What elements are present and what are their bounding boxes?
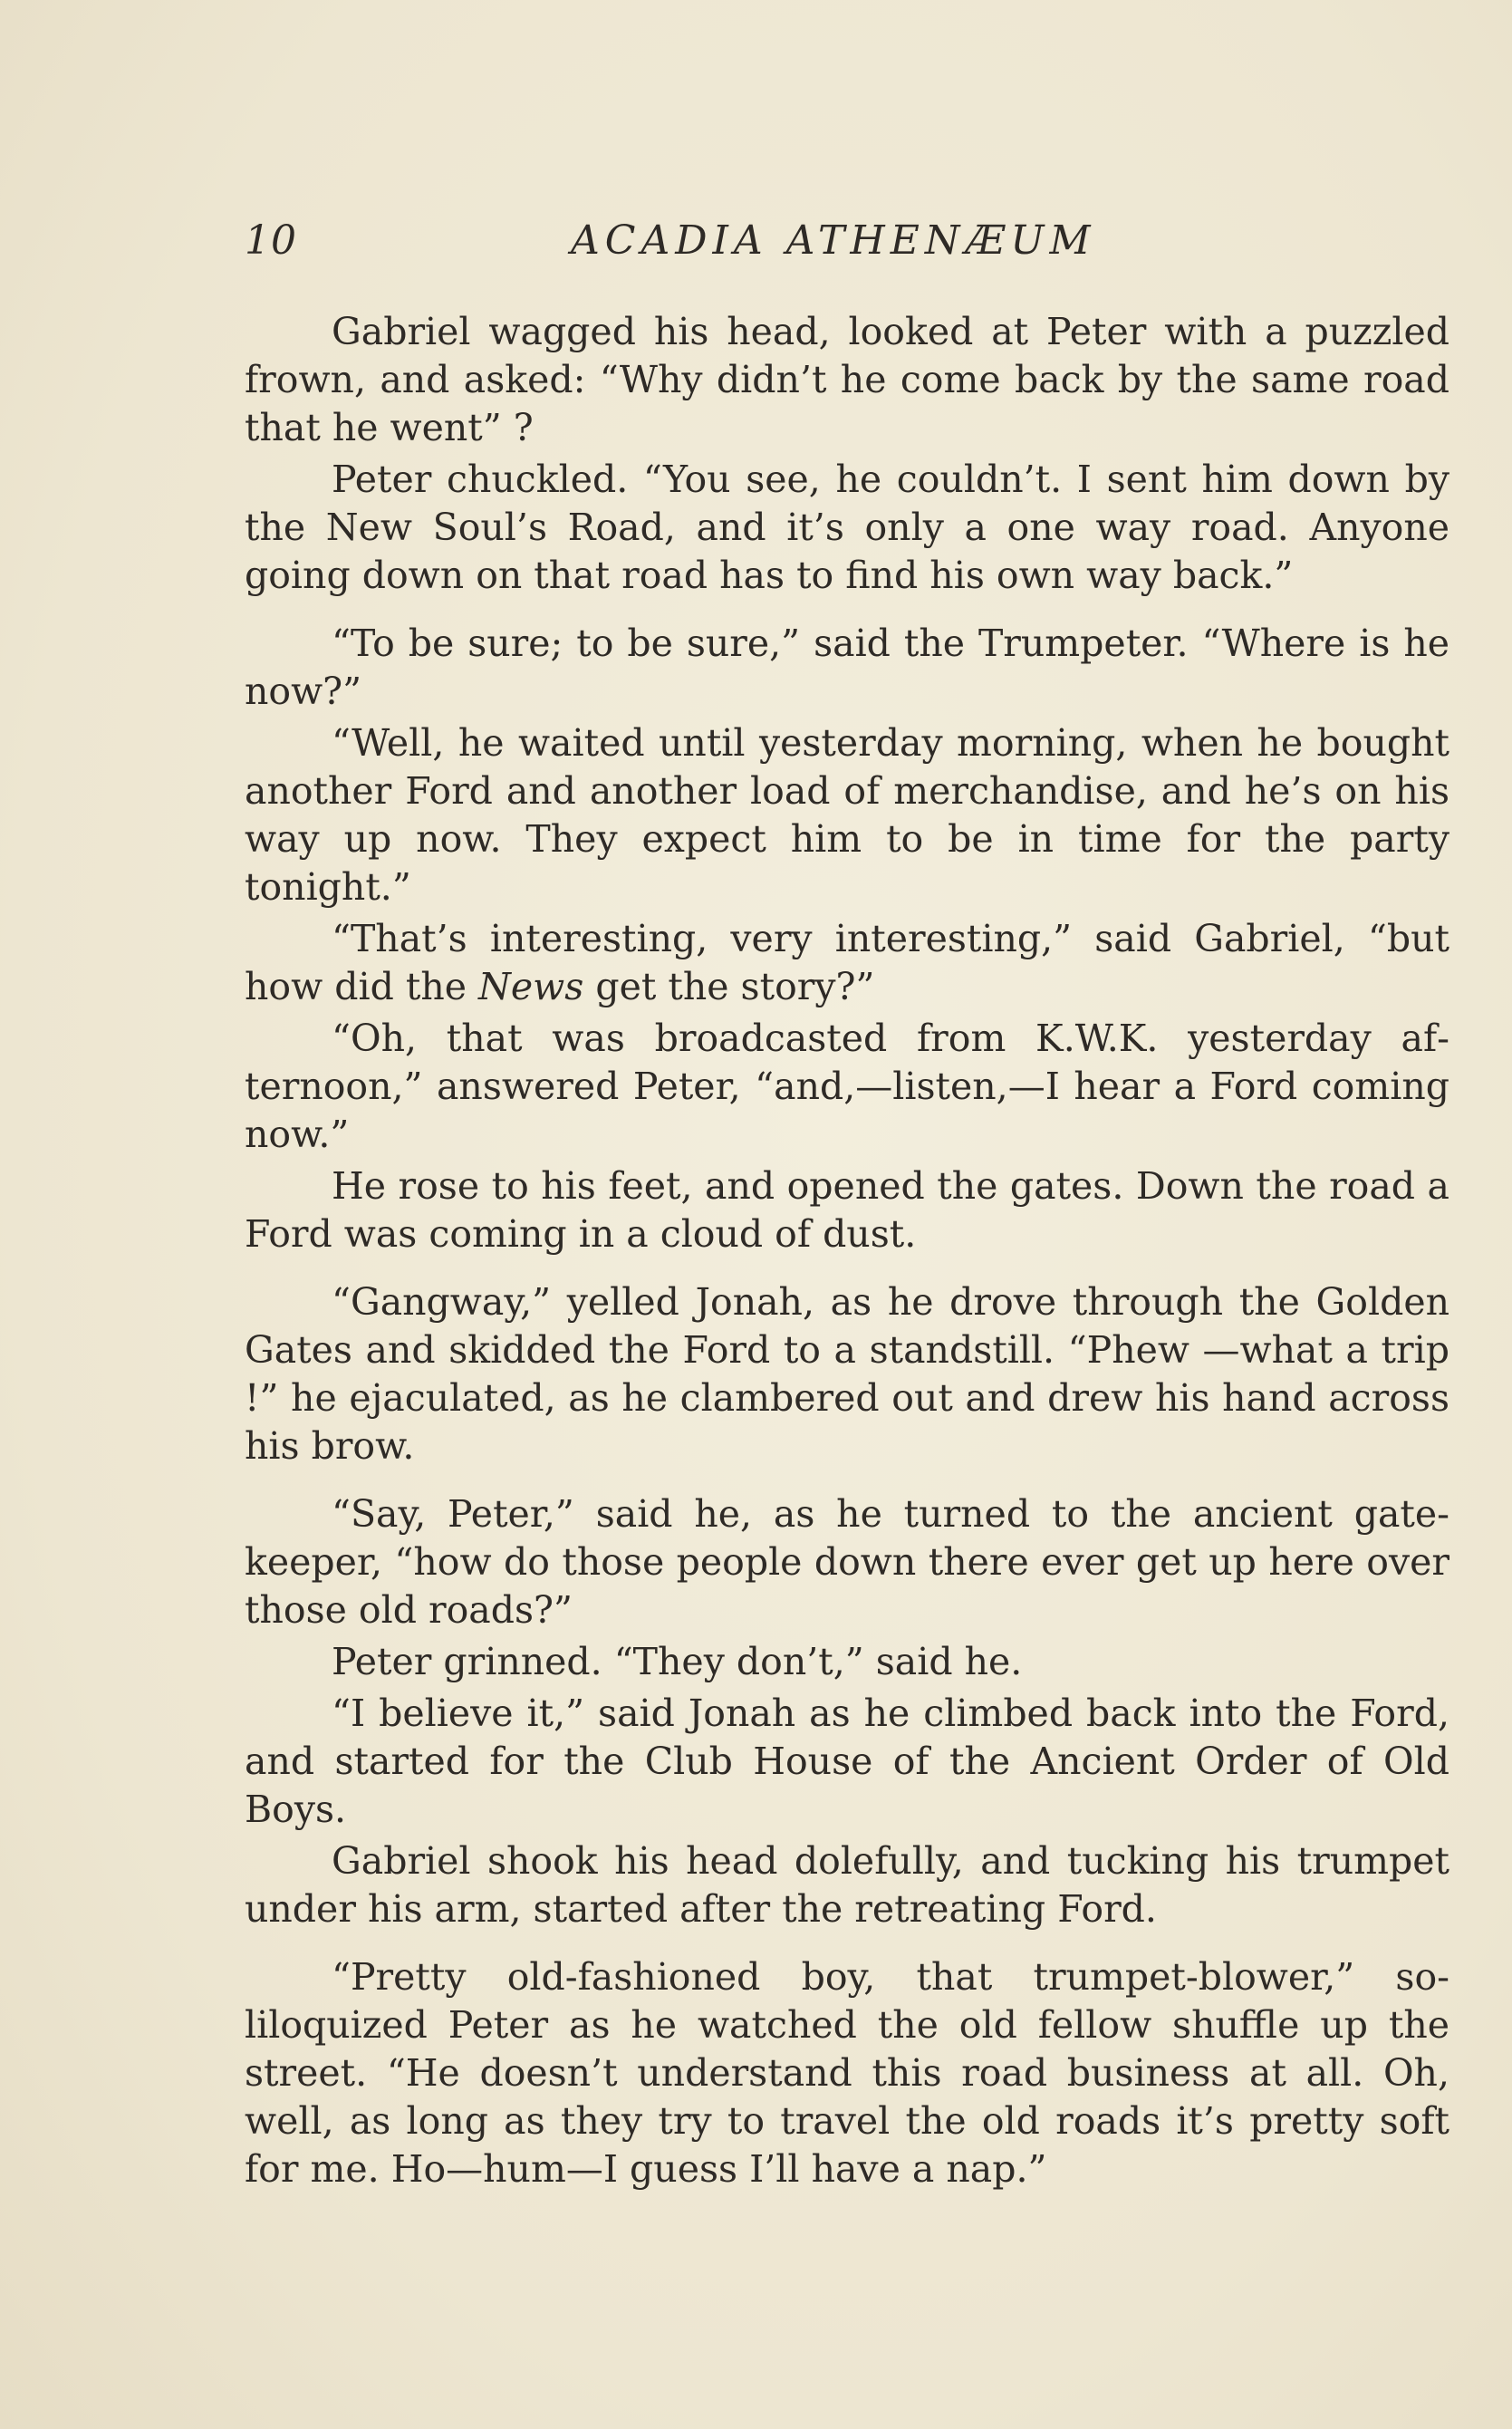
- paragraph: Gabriel shook his head dolefully, and tucking his trumpet under his arm, started after the retreating Ford.: [245, 1839, 1449, 1931]
- paragraph: “Well, he waited until yesterday morning, when he bought another Ford and another load of merchandise, and he’s on his way up now. They expect him to be in time for the party tonight.”: [245, 721, 1449, 909]
- paragraph: Gabriel wagged his head, looked at Peter with a puzzled frown, and asked: “Why didn’t he come back by the same road that he went” ?: [245, 310, 1449, 449]
- body-text: [245, 308, 1449, 2197]
- paragraph: “I believe it,” said Jonah as he climbed back into the Ford, and started for the Club House of the Ancient Order of Old Boys.: [245, 1692, 1449, 1831]
- paragraph-text: get the story?”: [583, 965, 875, 1008]
- running-title: ACADIA ATHENÆUM: [571, 217, 1096, 264]
- paragraph: “Oh, that was broadcasted from K.W.K. yesterday afternoon,” answered Peter, “and,—listen,—I hear a Ford coming now.”: [245, 1017, 1449, 1156]
- paragraph-text: “That’s interesting, very interesting,” said Gabriel,: [332, 917, 1345, 960]
- paragraph: Peter chuckled. “You see, he couldn’t. I sent him down by the New Soul’s Road, and it’s only a one way road. Anyone going down on that road has to find his own way back.”: [245, 458, 1449, 597]
- paragraph: [245, 915, 1449, 1011]
- paragraph: He rose to his feet, and opened the gates. Down the road a Ford was coming in a cloud of dust.: [245, 1164, 1449, 1256]
- paragraph-text: “but how did the: [245, 917, 1449, 1008]
- paragraph: “Pretty old-fashioned boy, that trumpet-blower,” soliloquized Peter as he watched the old fellow shuffle up the street. “He doesn’t understand this road business at all. Oh, well, as long as they try to travel the old roads it’s pretty soft for me. Ho—hum—I guess I’ll have a nap.”: [245, 1955, 1449, 2191]
- paragraph: Peter grinned. “They don’t,” said he.: [332, 1640, 1023, 1683]
- newspaper-title: News: [478, 965, 584, 1008]
- page-header: [245, 217, 1449, 281]
- paragraph: “Say, Peter,” said he, as he turned to the ancient gatekeeper, “how do those people down there ever get up here over those old roads?”: [245, 1492, 1449, 1632]
- paragraph: “To be sure; to be sure,” said the Trumpeter. “Where is he now?”: [245, 622, 1449, 713]
- paragraph: “Gangway,” yelled Jonah, as he drove through the Golden Gates and skidded the Ford to a standstill. “Phew —what a trip !” he ejaculated, as he clambered out and drew his hand across his brow.: [245, 1280, 1449, 1468]
- page-number: 10: [245, 217, 297, 264]
